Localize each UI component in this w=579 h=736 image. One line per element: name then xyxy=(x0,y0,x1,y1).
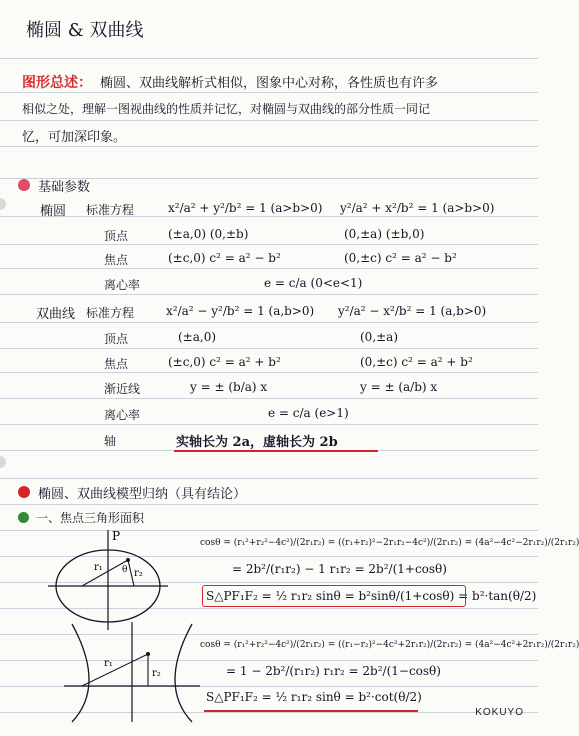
hyperbola-std-x: x²/a² − y²/b² = 1 (a,b>0) xyxy=(166,304,315,318)
hyperbola-derivation-1: cosθ = (r₁²+r₂²−4c²)/(2r₁r₂) = ((r₁−r₂)²−4c²+2r₁r₂)/(2r₁r₂) = (4a²−4c²+2r₁r₂)/(2r₁r₂) xyxy=(200,640,579,650)
hyperbola-std-label: 标准方程 xyxy=(86,306,135,320)
ellipse-focus-label: 焦点 xyxy=(104,253,129,267)
ellipse-std-label: 标准方程 xyxy=(86,203,135,217)
subsection-bullet-icon xyxy=(18,512,29,523)
intro-line-3: 忆，可加深印象。 xyxy=(22,130,127,145)
binder-hole xyxy=(0,198,6,210)
page-title: 椭圆 & 双曲线 xyxy=(26,20,144,41)
hyperbola-focal-triangle-diagram xyxy=(62,620,202,724)
hyperbola-asym-label: 渐近线 xyxy=(104,382,141,396)
label-r1: r₁ xyxy=(94,562,103,573)
hyperbola-name: 双曲线 xyxy=(36,307,76,322)
brand-logo: KOKUYO xyxy=(475,707,524,718)
label-p: P xyxy=(112,529,121,543)
intro-line-2: 相似之处，理解一图视曲线的性质并记忆，对椭圆与双曲线的部分性质一同记 xyxy=(22,102,431,116)
ellipse-ecc-label: 离心率 xyxy=(104,278,141,292)
hyperbola-vertex-y: (0,±a) xyxy=(360,330,399,344)
ellipse-derivation-3: S△PF₁F₂ = ½ r₁r₂ sinθ = b²sinθ/(1+cosθ) = b²·tan(θ/2) xyxy=(206,589,537,603)
hyperbola-asym-x: y = ± (b/a) x xyxy=(190,380,268,394)
label-r2: r₂ xyxy=(134,568,143,579)
ellipse-name: 椭圆 xyxy=(40,204,67,219)
ellipse-area-result-box xyxy=(202,585,466,607)
label-r2: r₂ xyxy=(152,668,161,679)
hyperbola-asym-y: y = ± (a/b) x xyxy=(360,380,438,394)
section2-heading: 椭圆、双曲线模型归纳（具有结论） xyxy=(38,487,247,502)
red-underline xyxy=(174,446,378,452)
ellipse-derivation-1: cosθ = (r₁²+r₂²−4c²)/(2r₁r₂) = ((r₁+r₂)²−2r₁r₂−4c²)/(2r₁r₂) = (4a²−4c²−2r₁r₂)/(2r₁r₂) xyxy=(200,538,579,548)
hyperbola-focus-y: (0,±c) c² = a² + b² xyxy=(360,355,473,369)
ellipse-focal-triangle-diagram xyxy=(44,526,172,632)
hyperbola-ecc-label: 离心率 xyxy=(104,408,141,422)
section2-sub: 一、焦点三角形面积 xyxy=(36,511,145,525)
hyperbola-derivation-3: S△PF₁F₂ = ½ r₁r₂ sinθ = b²·cot(θ/2) xyxy=(206,690,422,704)
binder-hole xyxy=(0,456,6,468)
hyperbola-derivation-2: = 1 − 2b²/(r₁r₂) r₁r₂ = 2b²/(1−cosθ) xyxy=(226,664,441,678)
hyperbola-axis-text: 实轴长为 2a，虚轴长为 2b xyxy=(176,435,338,450)
ellipse-std-x: x²/a² + y²/b² = 1 (a>b>0) xyxy=(168,201,323,215)
section-bullet-icon xyxy=(18,486,30,498)
ellipse-focus-x: (±c,0) c² = a² − b² xyxy=(168,251,281,265)
hyperbola-focus-label: 焦点 xyxy=(104,357,129,371)
ellipse-focus-y: (0,±c) c² = a² − b² xyxy=(344,251,457,265)
ellipse-vertex-label: 顶点 xyxy=(104,229,129,243)
hyperbola-focus-x: (±c,0) c² = a² + b² xyxy=(168,355,281,369)
ellipse-ecc: e = c/a (0<e<1) xyxy=(264,276,363,290)
hyperbola-axis-label: 轴 xyxy=(104,434,117,448)
intro-label: 图形总述： xyxy=(22,75,92,91)
section-bullet-icon xyxy=(18,179,30,191)
label-theta: θ xyxy=(122,565,128,575)
ellipse-vertex-y: (0,±a) (±b,0) xyxy=(344,227,425,241)
ellipse-derivation-2: = 2b²/(r₁r₂) − 1 r₁r₂ = 2b²/(1+cosθ) xyxy=(232,562,447,576)
intro-line-1: 椭圆、双曲线解析式相似，图象中心对称，各性质也有许多 xyxy=(100,76,439,91)
hyperbola-ecc: e = c/a (e>1) xyxy=(268,406,349,420)
hyperbola-std-y: y²/a² − x²/b² = 1 (a,b>0) xyxy=(338,304,487,318)
hyperbola-vertex-x: (±a,0) xyxy=(178,330,217,344)
ellipse-vertex-x: (±a,0) (0,±b) xyxy=(168,227,249,241)
ellipse-std-y: y²/a² + x²/b² = 1 (a>b>0) xyxy=(340,201,495,215)
label-r1: r₁ xyxy=(104,658,113,669)
section1-heading: 基础参数 xyxy=(38,180,91,195)
hyperbola-vertex-label: 顶点 xyxy=(104,332,129,346)
red-underline xyxy=(204,706,418,712)
